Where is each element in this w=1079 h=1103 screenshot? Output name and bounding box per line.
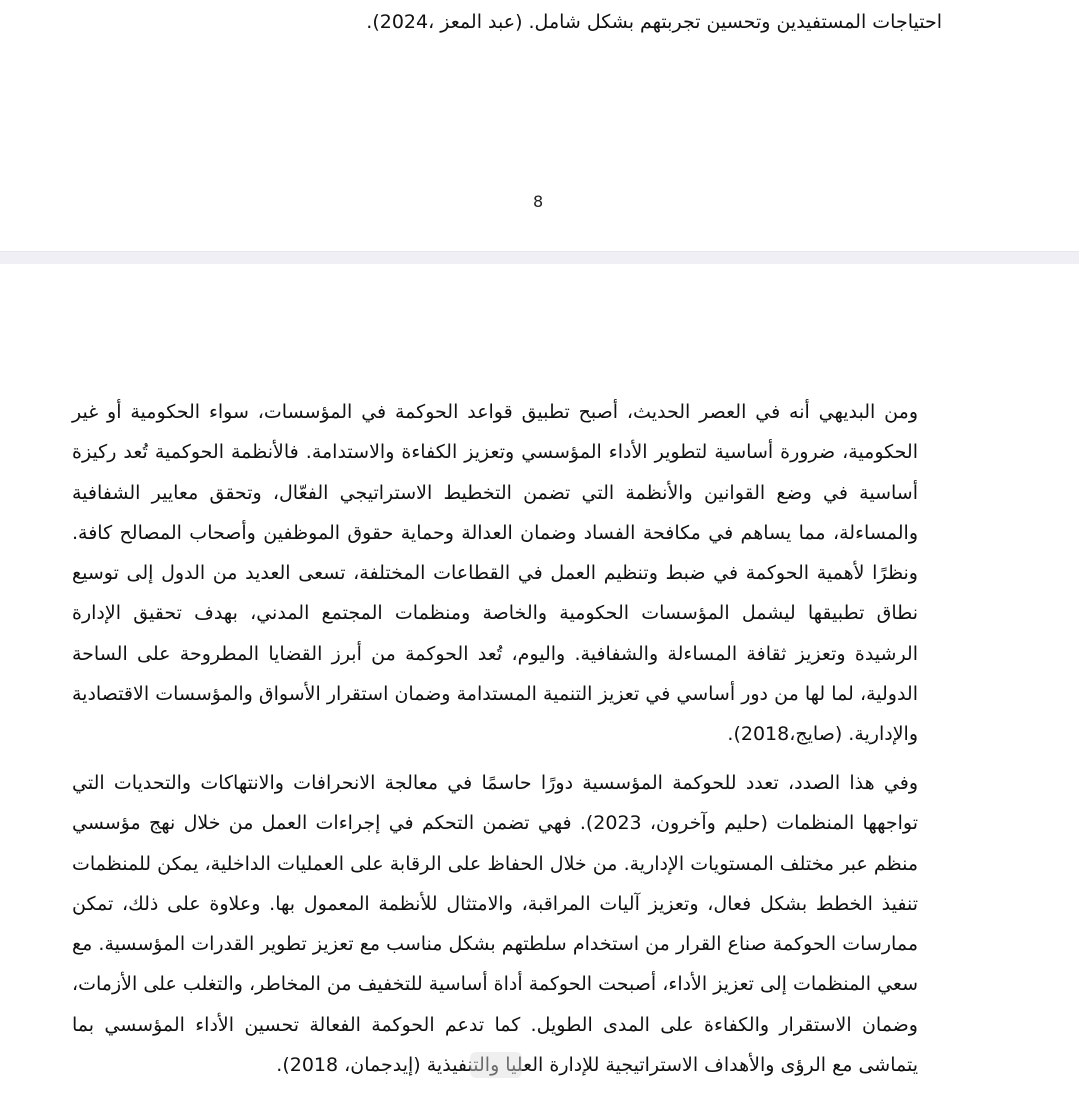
paragraph-governance-importance: ومن البديهي أنه في العصر الحديث، أصبح تطبيق قواعد الحوكمة في المؤسسات، سواء الحكومية أو غير الحكومية، ضرورة أساسية لتطوير الأداء المؤسسي وتعزيز الكفاءة والاستدامة. فالأنظمة الحوكمية تُعد ركيزة أساسية في وضع القوانين والأنظمة التي تضمن التخطيط الاستراتيجي الفعّال، وتحقق معايير الشفافية والمساءلة، مما يساهم في مكافحة الفساد وضمان العدالة وحماية حقوق الموظفين وأصحاب المصالح كافة. ونظرًا لأهمية الحوكمة في ضبط وتنظيم العمل في القطاعات المختلفة، تسعى العديد من الدول إلى توسيع نطاق تطبيقها ليشمل المؤسسات الحكومية والخاصة ومنظمات المجتمع المدني، بهدف تحقيق الإدارة الرشيدة وتعزيز ثقافة المساءلة والشفافية. واليوم، تُعد الحوكمة من أبرز القضايا المطروحة على الساحة الدولية، لما لها من دور أساسي في تعزيز التنمية المستدامة وضمان استقرار الأسواق والمؤسسات الاقتصادية والإدارية. (صايج،2018). (72, 401, 918, 746)
previous-page (0, 0, 1079, 252)
page-number: 8 (533, 192, 544, 211)
paragraph-corporate-governance-role: وفي هذا الصدد، تعدد للحوكمة المؤسسية دورًا حاسمًا في معالجة الانحرافات والانتهاكات والتحديات التي تواجهها المنظمات (حليم وآخرون، 2023). فهي تضمن التحكم في إجراءات العمل من خلال نهج مؤسسي منظم عبر مختلف المستويات الإدارية. من خلال الحفاظ على الرقابة على العمليات الداخلية، يمكن للمنظمات تنفيذ الخطط بشكل فعال، وتعزيز آليات المراقبة، والامتثال للأنظمة المعمول بها. وعلاوة على ذلك، تمكن ممارسات الحوكمة صناع القرار من استخدام سلطتهم بشكل مناسب مع تعزيز تطوير القدرات المؤسسية. مع سعي المنظمات إلى تعزيز الأداء، أصبحت الحوكمة أداة أساسية للتخفيف من المخاطر، والتغلب على الأزمات، وضمان الاستقرار والكفاءة على المدى الطويل. كما تدعم الحوكمة الفعالة تحسين الأداء المؤسسي بما يتماشى مع الرؤى والأهداف الاستراتيجية للإدارة العليا والتنفيذية (إيدجمان، 2018). (72, 772, 918, 1077)
current-page (0, 264, 1079, 1103)
page-separator (0, 251, 1079, 265)
watermark (470, 1052, 522, 1078)
previous-page-last-line: احتياجات المستفيدين وتحسين تجربتهم بشكل شامل. (عبد المعز ،2024). (366, 11, 942, 33)
